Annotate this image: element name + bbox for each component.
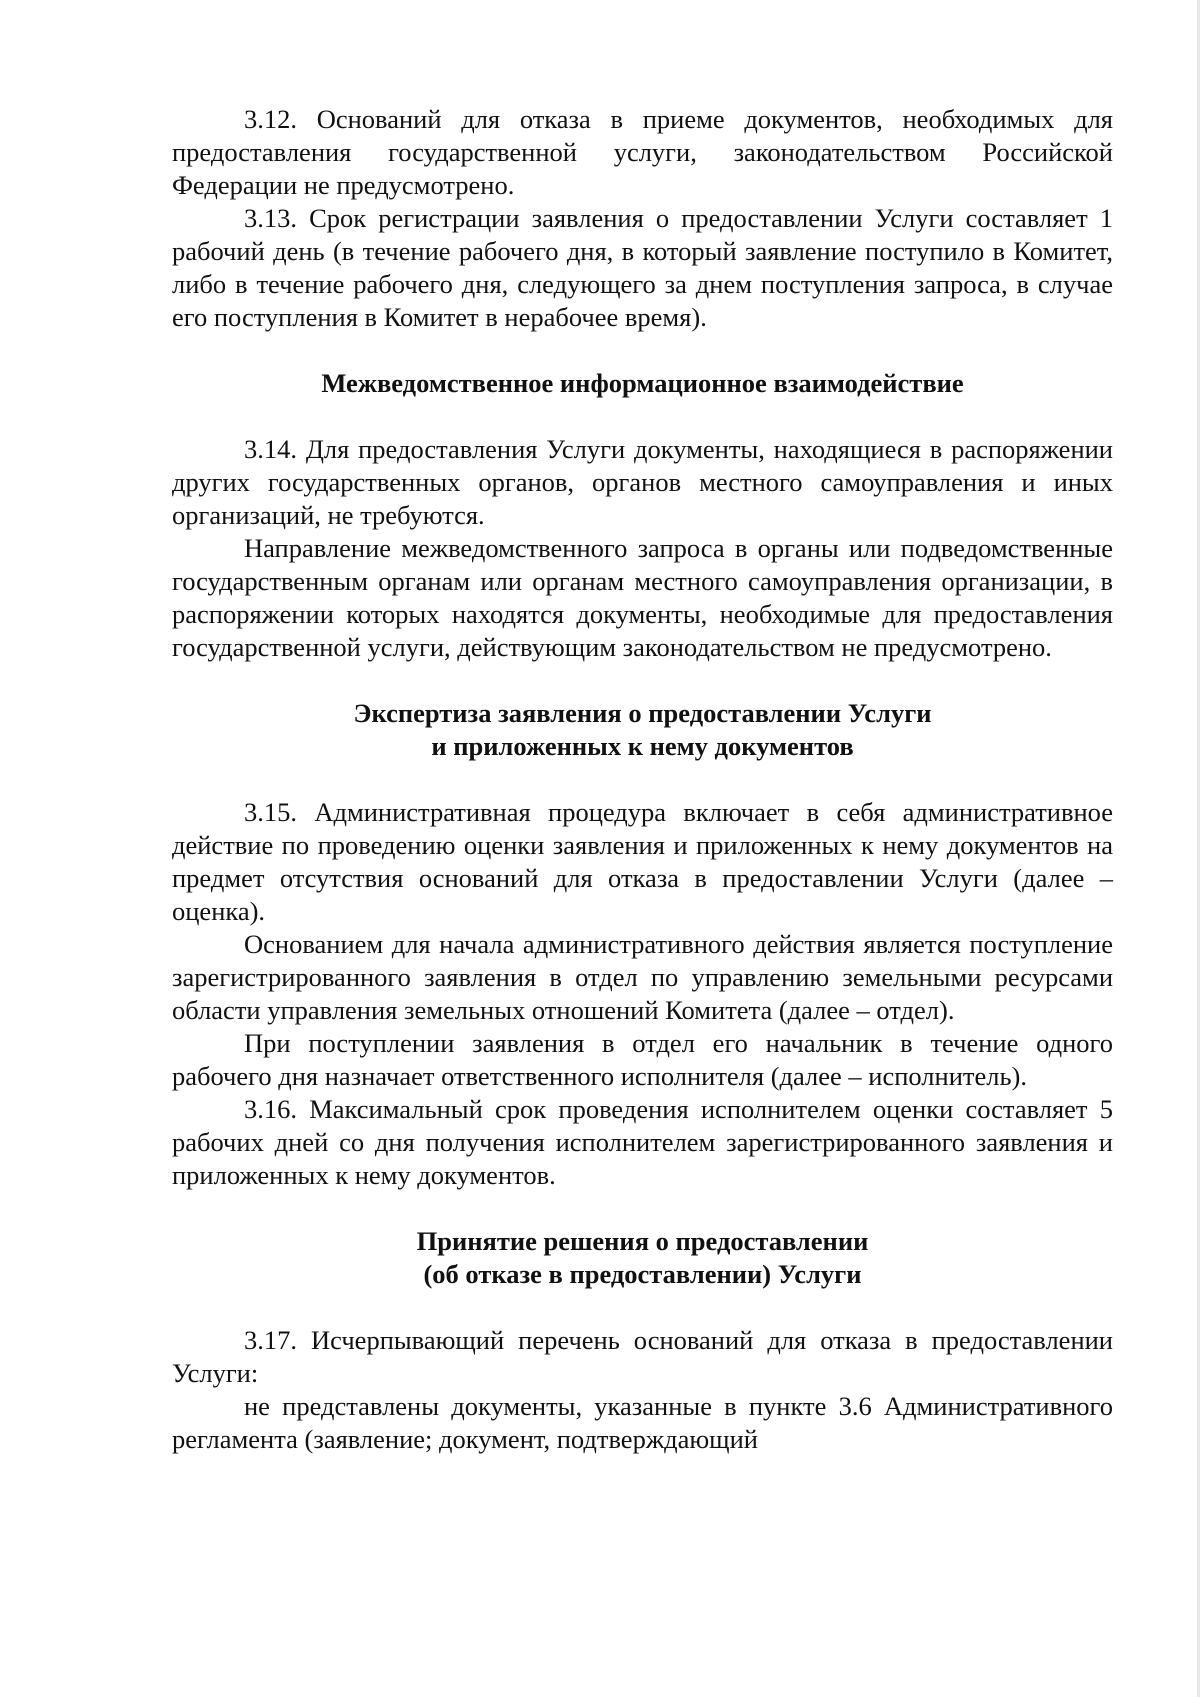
paragraph-interagency-request: Направление межведомственного запроса в органы или подведомственные государственным органам или органам местного самоуправления организации, в распоряжении которых находятся документы, необходимые для предоставления государственной услуги, действующим законодательством не предусмотрено. (172, 533, 1113, 662)
heading-expertise-line-1: Экспертиза заявления о предоставлении Услуги (353, 698, 932, 728)
paragraph-3-13: 3.13. Срок регистрации заявления о предоставлении Услуги составляет 1 рабочий день (в течение рабочего дня, в который заявление поступило в Комитет, либо в течение рабочего дня, следующего за днем поступления запроса, в случае его поступления в Комитет в нерабочее время). (172, 203, 1113, 332)
paragraph-3-16: 3.16. Максимальный срок проведения исполнителем оценки составляет 5 рабочих дней со дня получения исполнителем зарегистрированного заявления и приложенных к нему документов. (172, 1094, 1113, 1190)
heading-decision-line-1: Принятие решения о предоставлении (416, 1226, 869, 1256)
heading-expertise (172, 697, 1113, 763)
paragraph-3-14: 3.14. Для предоставления Услуги документы, находящиеся в распоряжении других государственных органов, органов местного самоуправления и иных организаций, не требуются. (172, 434, 1113, 530)
document-body (172, 103, 1113, 1456)
paragraph-documents-not-submitted: не представлены документы, указанные в пункте 3.6 Административного регламента (заявление; документ, подтверждающий (172, 1391, 1113, 1454)
heading-decision-line-2: (об отказе в предоставлении) Услуги (423, 1259, 862, 1289)
heading-expertise-line-2: и приложенных к нему документов (431, 731, 854, 761)
paragraph-3-12: 3.12. Оснований для отказа в приеме документов, необходимых для предоставления государственной услуги, законодательством Российской Федерации не предусмотрено. (172, 104, 1113, 200)
paragraph-3-17: 3.17. Исчерпывающий перечень оснований для отказа в предоставлении Услуги: (172, 1325, 1113, 1388)
paragraph-basis: Основанием для начала административного действия является поступление зарегистрированного заявления в отдел по управлению земельными ресурсами области управления земельных отношений Комитета (далее – отдел). (172, 929, 1113, 1025)
heading-decision (172, 1225, 1113, 1291)
paragraph-assign-executor: При поступлении заявления в отдел его начальник в течение одного рабочего дня назначает ответственного исполнителя (далее – исполнитель). (172, 1028, 1113, 1091)
paragraph-3-15: 3.15. Административная процедура включает в себя административное действие по проведению оценки заявления и приложенных к нему документов на предмет отсутствия оснований для отказа в предоставлении Услуги (далее – оценка). (172, 797, 1113, 926)
heading-interagency-interaction: Межведомственное информационное взаимодействие (321, 368, 964, 398)
